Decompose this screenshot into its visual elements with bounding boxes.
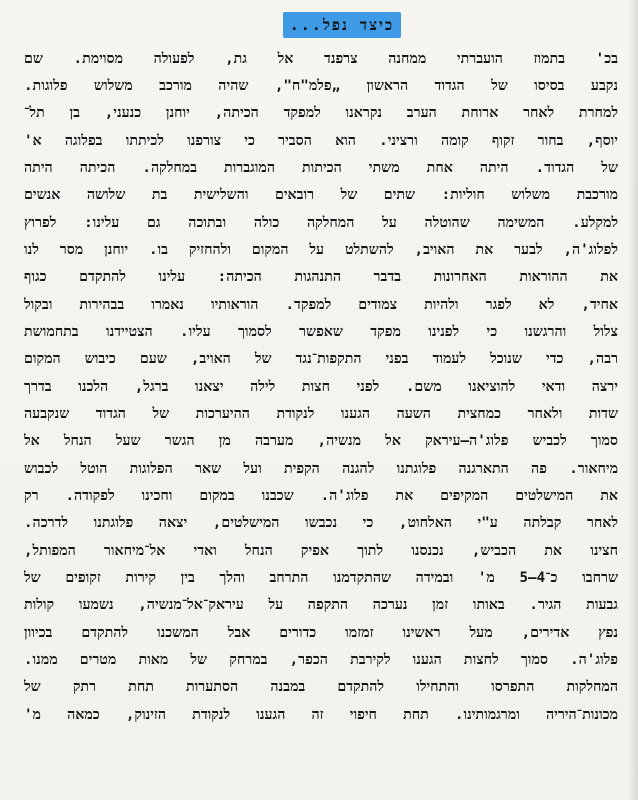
text-line: שרחבו כ־4—5 מ' ובמידה שהתקדמנו התרחב והלך בין קירות זקופים של [24, 570, 618, 586]
text-line: יוסף, בחור זקוף קומה ורציני. הוא הסביר כי צורפנו לכיתתו בפלוגה א' [24, 133, 618, 149]
text-line: את המישלטים המקיפים את פלוג'ה. שכבנו במקום וחכינו לפקודה. רק [24, 488, 618, 504]
text-line: צלול והרגשנו כי לפנינו מפקד שאפשר לסמוך עליו. הצטיידנו בתחמושת [24, 324, 618, 340]
text-line: למקלע. המשימה שהוטלה על המחלקה כולה ובתוכה גם עלינו: לפרוץ [24, 215, 618, 231]
text-line: נקבע בסיסו של הגדוד הראשון „פלמ"ח", שהיה מורכב משלוש פלוגות. [24, 78, 618, 94]
text-line: פלוג'ה. סמוך לחצות הגענו לקירבת הכפר, במרחק של מאות מטרים ממנו. [24, 652, 618, 668]
text-line: אחיד, לא לפגר ולהיות צמודים למפקד. הוראותיו נאמרו בבהירות ובקול [24, 297, 618, 313]
text-line: את ההוראות האחרונות בדבר התנהגות הכיתה: עלינו להתקדם כגוף [24, 269, 618, 285]
text-line: מיחאור. פה התארגנה פלוגתנו להגנה הקפית ועל שאר הפלוגות הוטל לכבוש [24, 461, 618, 477]
text-line: שדות ולאחר כמחצית השעה הגענו לנקודת ההיערכות של הגדוד שנקבעה [24, 406, 618, 422]
text-line: לאחר קבלתה ע"י האלחוט, כי נכבשו המישלטים, יצאה פלוגתנו לדרכה. [24, 515, 618, 531]
text-line: למחרת לאחר ארוחת הערב נקראנו למפקד הכיתה, יוחנן כנעני, בן תל־ [24, 105, 618, 121]
text-line: נפץ אדירים, מעל ראשינו זמזמו כדורים אבל המשכנו להתקדם בכיוון [24, 625, 618, 641]
text-line: רבה, כדי שנוכל לעמוד בפני התקפות־נגד של האויב, שעם כיבוש המקום [24, 351, 618, 367]
text-line: המחלקות התפרסו והתחילו להתקדם במבנה הסתערות תחת רתק של [24, 679, 618, 695]
title-area [0, 12, 638, 40]
text-line: לפלוג'ה, לבער את האויב, להשתלט על המקום ולהחזיק בו. יוחנן מסר לנו [24, 242, 618, 258]
text-line: גבעות הגיר. באותו זמן נערכה התקפה על עיראק־אל־מנשיה, נשמעו קולות [24, 597, 618, 613]
text-line: ירצה ודאי להוציאנו משם. לפני חצות לילה יצאנו ברגל, הלכנו בדרך [24, 379, 618, 395]
text-line: מורכבת משלוש חוליות: שתים של רובאים והשלישית בת שלושה אנשים [24, 187, 618, 203]
page-title: כיצד נפל... [289, 16, 395, 34]
text-line: מכונות־היריה ומרגמותינו. תחת חיפוי זה הגענו לנקודת הזינוק, כמאה מ' [24, 707, 618, 723]
text-line: בכ' בתמוז הועברתי ממחנה צרפנד אל גת, לפעולה מסוימת. שם [24, 51, 618, 67]
text-line: של הגדוד. היתה אחת משתי הכיתות המוגברות במחלקה. הכיתה היתה [24, 160, 618, 176]
text-line: חצינו את הכביש, נכנסנו לתוך אפיק הנחל ואדי אל־מיחאור המפותל, [24, 543, 618, 559]
page-edge-shadow [628, 0, 638, 800]
text-line: סמוך לכביש פלוג'ה—עיראק אל מנשיה, מערבה מן הגשר שעל הנחל אל [24, 433, 618, 449]
